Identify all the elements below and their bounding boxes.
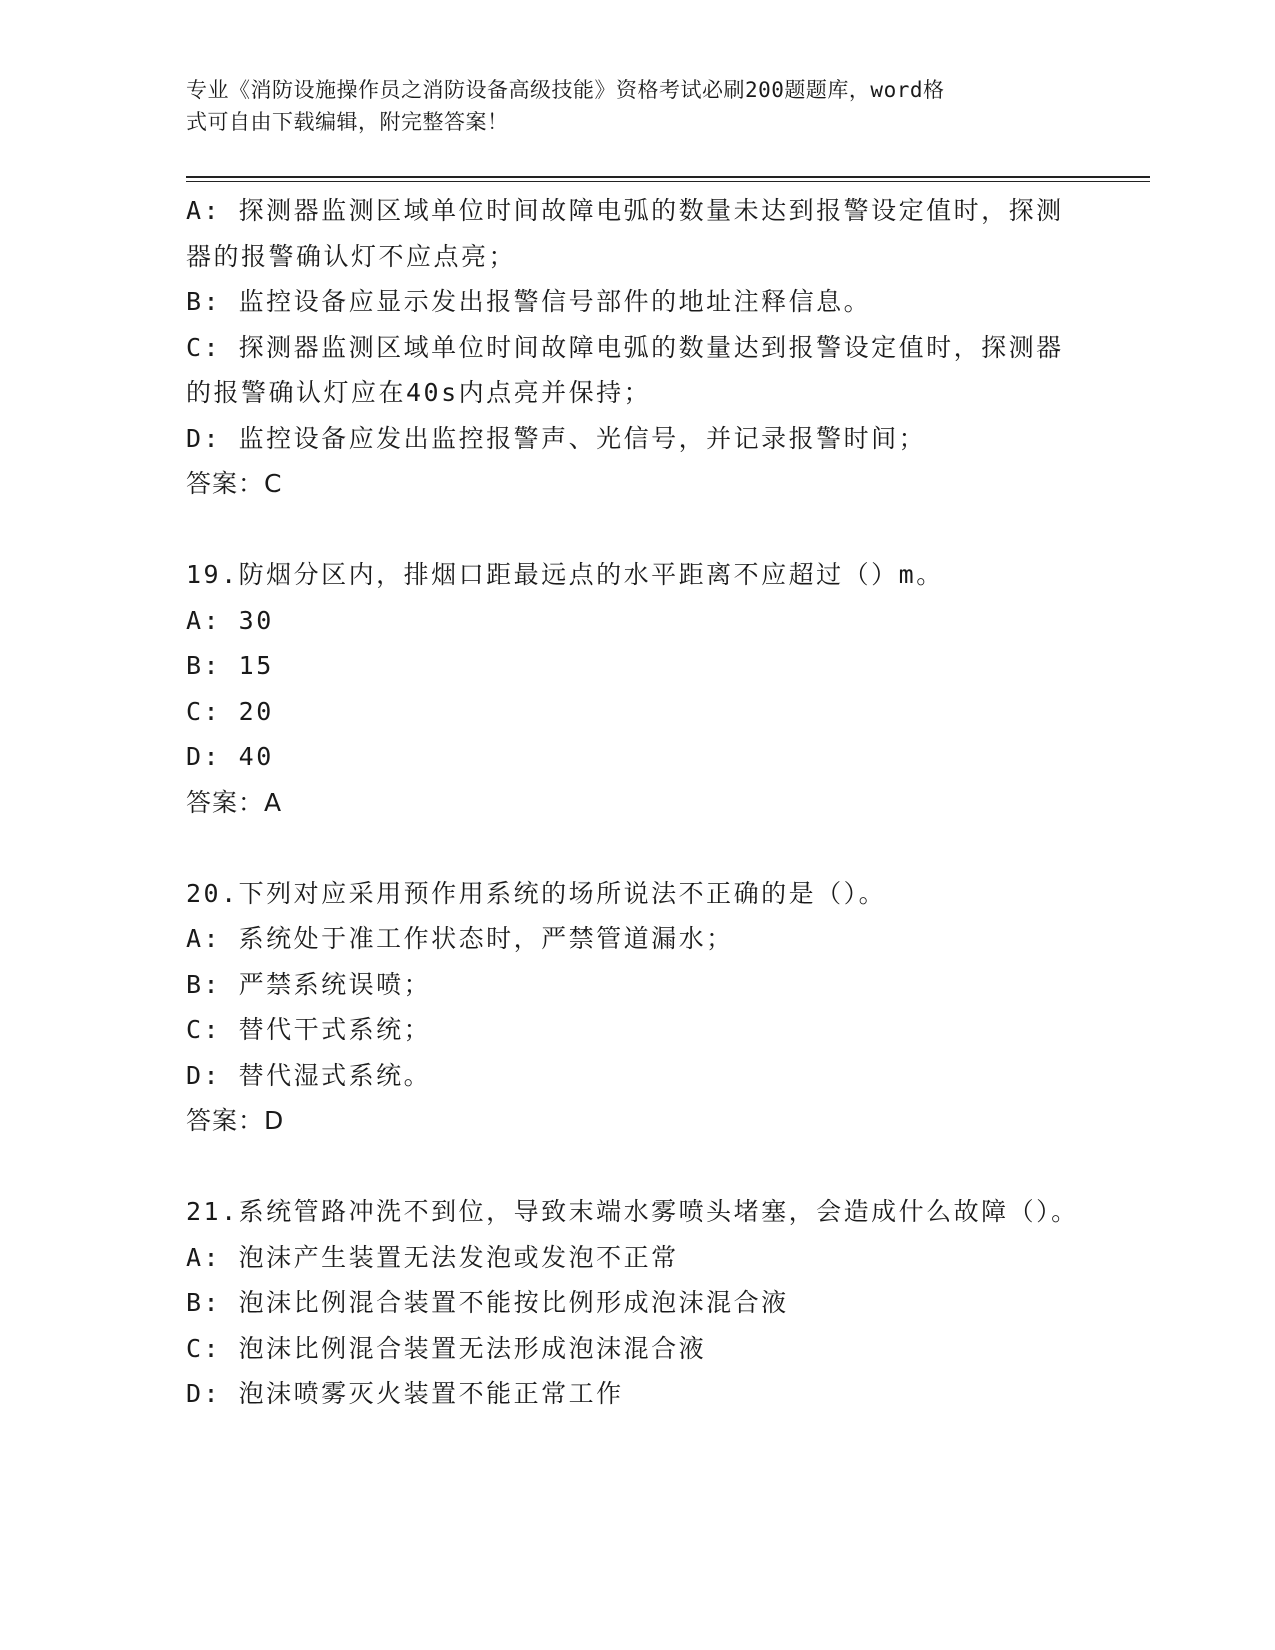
question-stem: 19.防烟分区内，排烟口距最远点的水平距离不应超过（）m。 xyxy=(186,560,944,589)
question-stem: 20.下列对应采用预作用系统的场所说法不正确的是（）。 xyxy=(186,878,887,908)
option-b: B: 严禁系统误喷； xyxy=(186,969,432,999)
question-21 xyxy=(186,1189,1086,1417)
option-b: B: 泡沫比例混合装置不能按比例形成泡沫混合液 xyxy=(186,1288,789,1317)
question-spacer xyxy=(186,1144,1086,1190)
option-d: D: 泡沫喷雾灭火装置不能正常工作 xyxy=(186,1379,624,1408)
option-d: D: 替代湿式系统。 xyxy=(186,1060,432,1090)
question-spacer xyxy=(186,507,1086,553)
answer: 答案：A xyxy=(186,787,283,817)
question-list xyxy=(186,188,1086,1417)
option-c: C: 20 xyxy=(186,696,274,726)
option-c: C: 泡沫比例混合装置无法形成泡沫混合液 xyxy=(186,1333,707,1363)
option-d: D: 监控设备应发出监控报警声、光信号，并记录报警时间； xyxy=(186,423,927,453)
question-20 xyxy=(186,871,1086,1144)
option-a: A: 系统处于准工作状态时，严禁管道漏水； xyxy=(186,924,734,953)
question-18 xyxy=(186,188,1086,507)
option-a: A: 探测器监测区域单位时间故障电弧的数量未达到报警设定值时，探测器的报警确认灯不应点亮； xyxy=(186,196,1064,271)
answer: 答案：D xyxy=(186,1106,285,1135)
header-line-2: 式可自由下载编辑，附完整答案！ xyxy=(186,110,509,134)
option-a: A: 泡沫产生装置无法发泡或发泡不正常 xyxy=(186,1242,679,1272)
document-header xyxy=(186,74,1066,138)
option-a: A: 30 xyxy=(186,605,274,635)
option-c: C: 探测器监测区域单位时间故障电弧的数量达到报警设定值时，探测器的报警确认灯应在40s内点亮并保持； xyxy=(186,332,1064,407)
option-b: B: 15 xyxy=(186,651,274,680)
option-c: C: 替代干式系统； xyxy=(186,1015,432,1044)
option-d: D: 40 xyxy=(186,742,274,771)
question-spacer xyxy=(186,825,1086,871)
header-divider-thick xyxy=(186,176,1150,178)
option-b: B: 监控设备应显示发出报警信号部件的地址注释信息。 xyxy=(186,287,872,316)
header-line-1: 专业《消防设施操作员之消防设备高级技能》资格考试必刷200题题库，word格 xyxy=(186,78,945,102)
answer: 答案：C xyxy=(186,469,283,498)
header-divider-thin xyxy=(186,181,1150,182)
question-19 xyxy=(186,552,1086,825)
question-stem: 21.系统管路冲洗不到位，导致末端水雾喷头堵塞，会造成什么故障（）。 xyxy=(186,1197,1079,1226)
